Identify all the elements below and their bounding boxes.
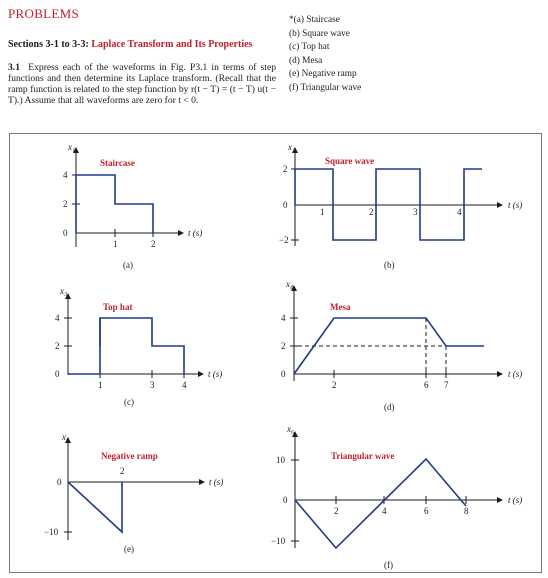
graph-e-ytick-0: 0	[57, 477, 62, 487]
graph-a-xlabel: t (s)	[188, 228, 203, 238]
graph-d-ytick-2: 2	[281, 341, 286, 351]
graph-e-caption: (e)	[124, 544, 134, 554]
graph-c-xtick-1: 1	[98, 380, 103, 390]
graph-a-ylabel: x₁	[68, 142, 76, 152]
graph-a-ytick-0: 0	[63, 228, 68, 238]
graph-c-xtick-4: 4	[182, 380, 187, 390]
graph-b-xlabel: t (s)	[508, 200, 523, 210]
graph-e-xtick-2: 2	[120, 466, 125, 476]
graph-b-xtick-4: 4	[457, 207, 462, 217]
graph-d-title: Mesa	[330, 302, 351, 312]
section-prefix: Sections 3-1 to 3-3:	[8, 39, 89, 50]
graph-b-caption: (b)	[384, 260, 395, 270]
graph-f-xtick-4: 4	[382, 506, 387, 516]
part-e: (e) Negative ramp	[289, 69, 357, 80]
graph-e-waveform	[68, 482, 122, 532]
problem-text: Express each of the waveforms in Fig. P3.1 in terms of step functions and then determine its Laplace transform. (Recall that the ramp function is related to the step function by r(t − T) = (t − T) u(t − T).) Assume that all waveforms are zero for t < 0.	[8, 62, 277, 106]
section-title: Laplace Transform and Its Properties	[91, 39, 253, 50]
graph-d-xlabel: t (s)	[508, 369, 523, 379]
part-a: *(a) Staircase	[289, 15, 340, 25]
graph-d-ytick-4: 4	[281, 313, 286, 323]
graph-a-ytick-4: 4	[63, 170, 68, 180]
graph-c-xtick-3: 3	[150, 380, 155, 390]
graph-f-xtick-8: 8	[464, 506, 469, 516]
graph-f-xtick-2: 2	[334, 506, 339, 516]
graph-f-triangular-wave	[291, 432, 502, 548]
graph-e-ylabel: x₅	[62, 432, 70, 442]
graph-c-ytick-2: 2	[55, 341, 60, 351]
part-b: (b) Square wave	[289, 28, 350, 39]
graph-d-xtick-6: 6	[424, 380, 429, 390]
part-d: (d) Mesa	[289, 55, 323, 66]
section-header: PROBLEMS	[8, 6, 80, 21]
graph-d-ytick-0: 0	[281, 369, 286, 379]
graph-d-caption: (d)	[384, 402, 395, 412]
graph-f-xlabel: t (s)	[508, 495, 523, 505]
graph-f-xtick-6: 6	[424, 506, 429, 516]
graph-a-xtick-1: 1	[113, 239, 118, 249]
part-c: (c) Top hat	[289, 42, 330, 53]
graph-b-square-wave	[291, 148, 502, 246]
graph-f-ytick-10: 10	[276, 455, 285, 465]
graph-a-caption: (a)	[123, 260, 133, 270]
graph-c-title: Top hat	[103, 302, 133, 312]
graph-f-ytick-neg10: −10	[271, 536, 286, 546]
part-f: (f) Triangular wave	[289, 82, 362, 93]
graph-b-xtick-2: 2	[369, 207, 374, 217]
graph-e-xlabel: t (s)	[209, 477, 224, 487]
graph-f-title: Triangular wave	[331, 451, 395, 461]
problem-number: 3.1	[8, 62, 20, 73]
graph-b-ytick-2: 2	[283, 164, 288, 174]
graph-c-ytick-0: 0	[55, 369, 60, 379]
graph-c-ytick-4: 4	[55, 313, 60, 323]
graph-b-title: Square wave	[325, 156, 375, 166]
graph-d-xtick-7: 7	[444, 380, 449, 390]
graph-c-xlabel: t (s)	[208, 369, 223, 379]
graph-b-ylabel: x₂	[288, 142, 296, 152]
graph-c-ylabel: x₃	[60, 286, 68, 296]
graph-f-caption: (f)	[384, 560, 393, 570]
graph-f-waveform	[295, 459, 466, 548]
graph-b-ytick-0: 0	[283, 200, 288, 210]
graph-d-mesa	[290, 286, 502, 381]
graph-b-xtick-1: 1	[320, 207, 325, 217]
graph-a-ytick-2: 2	[63, 199, 68, 209]
graph-b-xtick-3: 3	[413, 207, 418, 217]
graph-d-xtick-2: 2	[332, 380, 337, 390]
graph-d-ylabel: x₄	[286, 279, 294, 289]
graph-f-ytick-0: 0	[283, 495, 288, 505]
graph-c-waveform	[68, 318, 184, 374]
graph-b-ytick-neg2: −2	[279, 235, 289, 245]
graph-a-title: Staircase	[100, 158, 135, 168]
graph-e-ytick-neg10: −10	[44, 527, 59, 537]
graph-c-caption: (c)	[124, 397, 134, 407]
graph-e-title: Negative ramp	[101, 451, 158, 461]
graph-f-ylabel: x₆	[287, 424, 295, 434]
graph-c-top-hat	[64, 294, 203, 378]
graph-a-waveform	[76, 175, 153, 233]
graph-a-xtick-2: 2	[151, 239, 156, 249]
